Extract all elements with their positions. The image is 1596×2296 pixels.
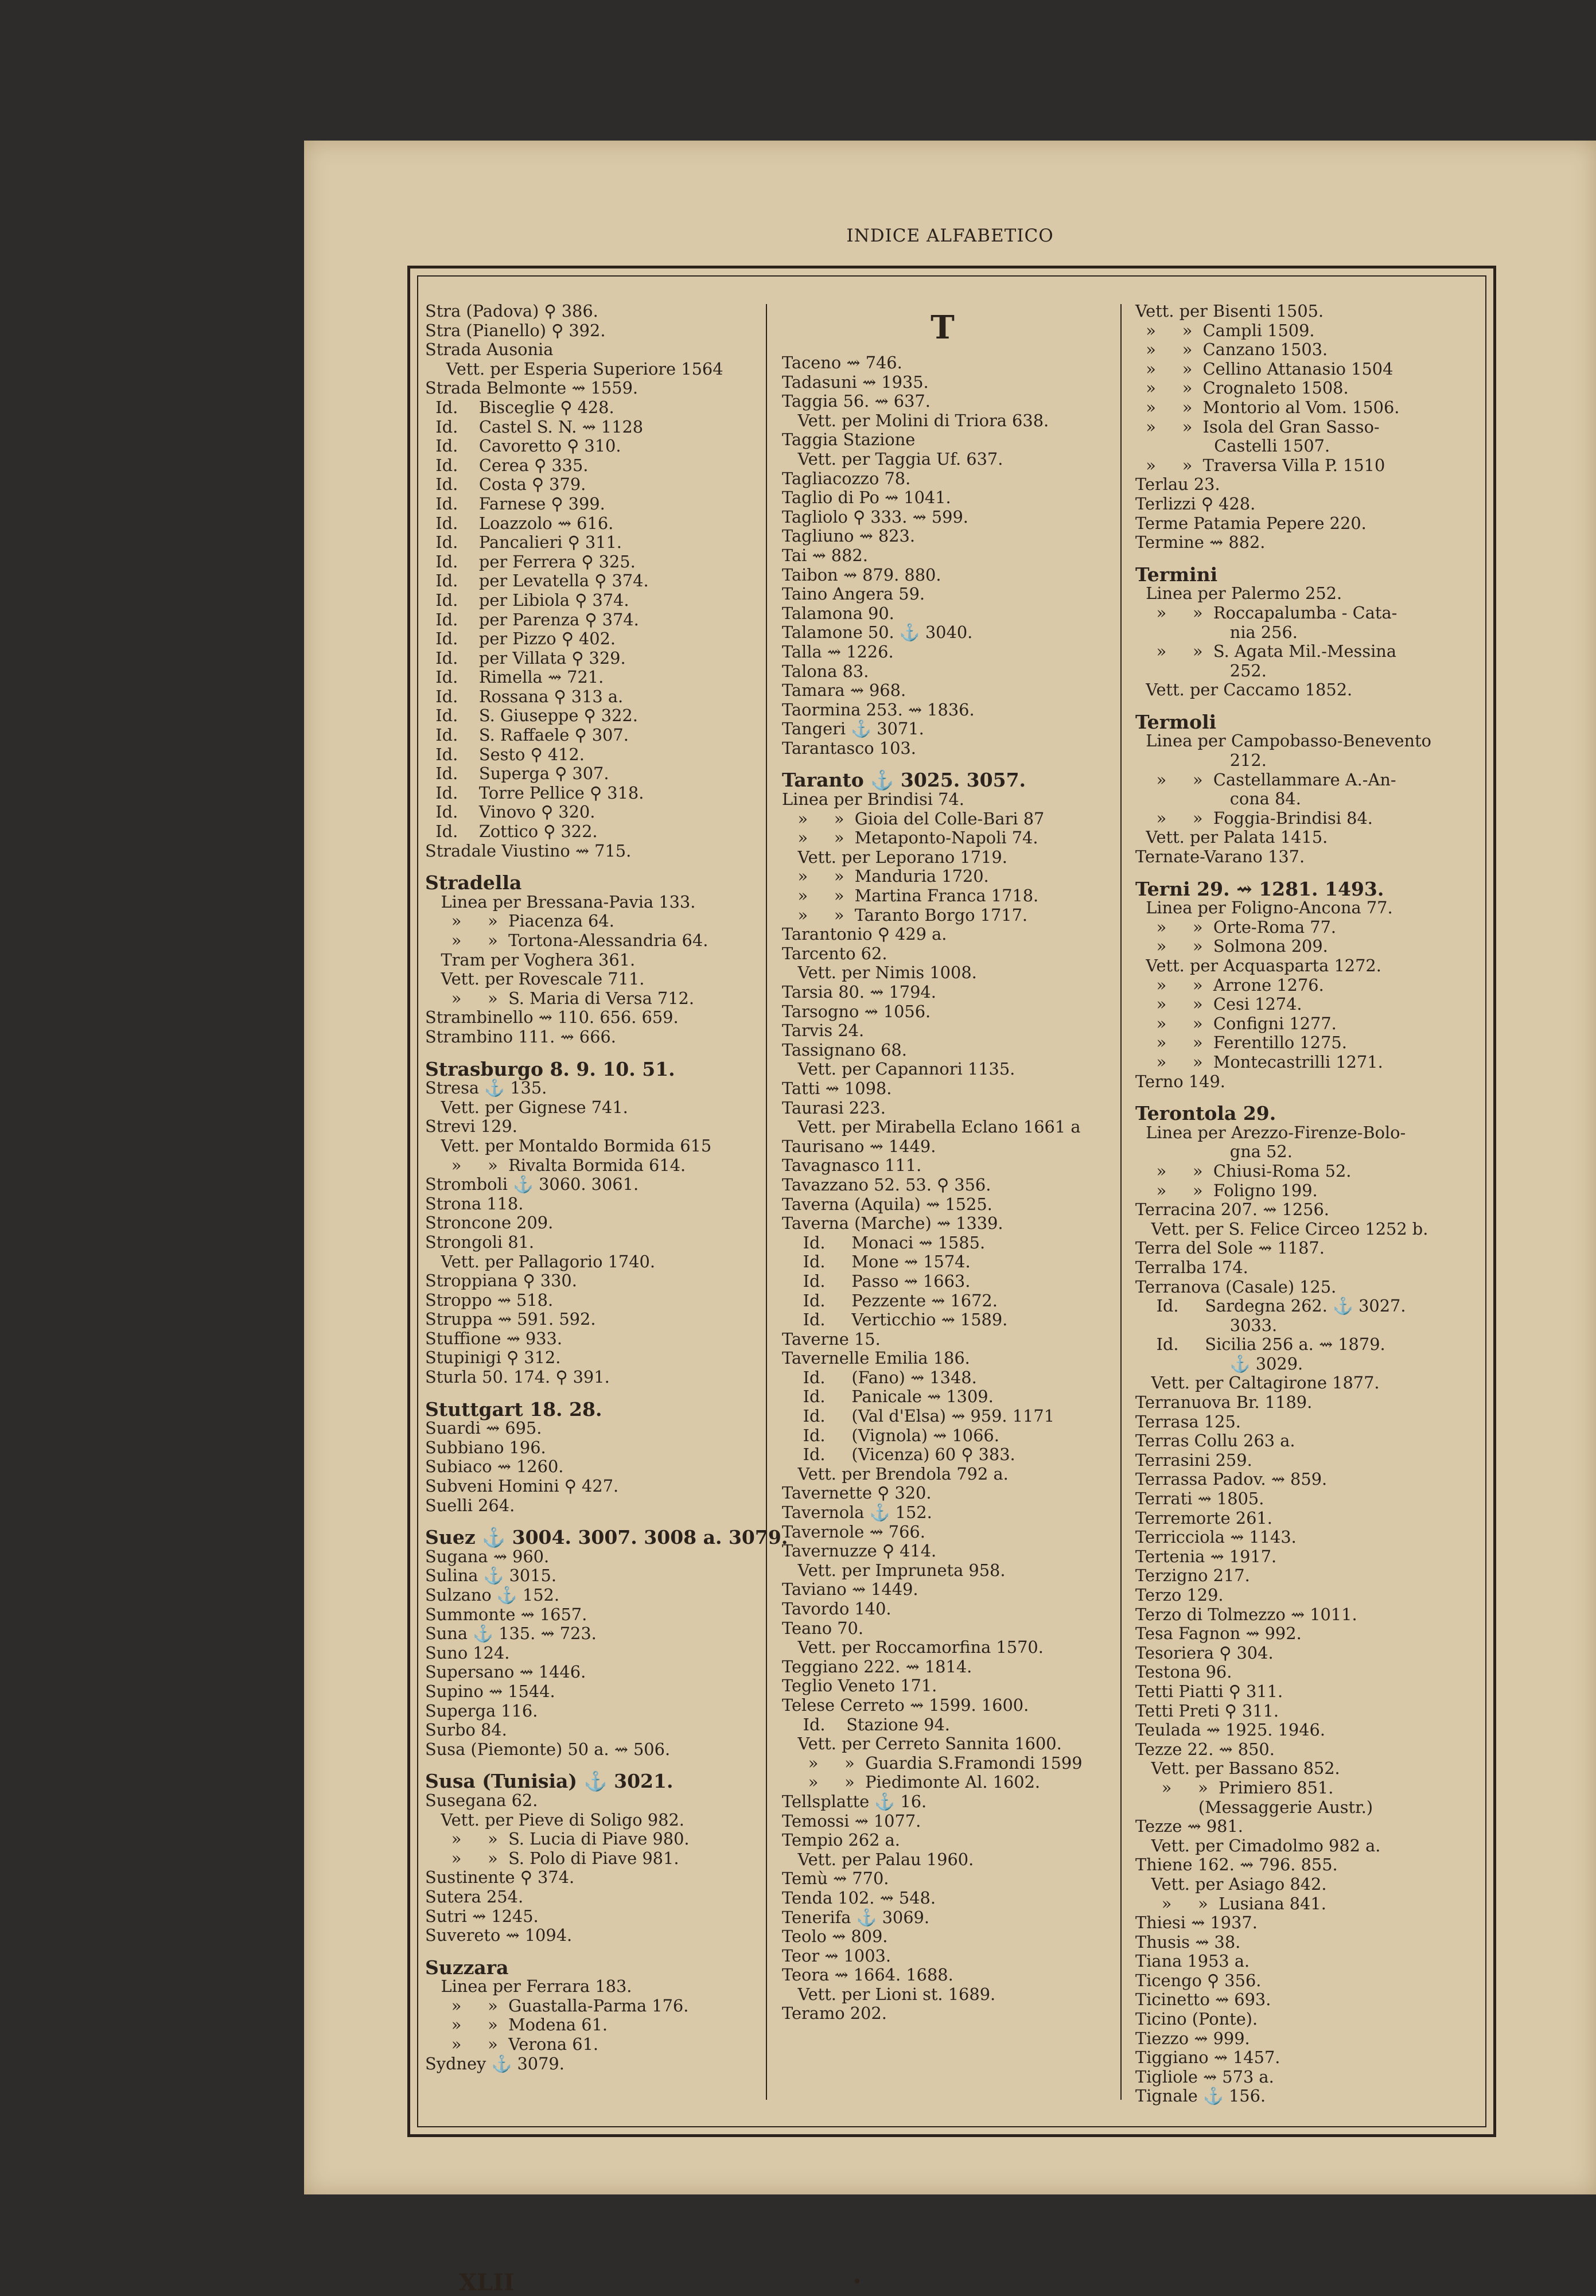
index-entry: Tangeri ⚓ 3071. bbox=[782, 719, 924, 739]
index-entry: Testona 96. bbox=[1135, 1662, 1232, 1682]
index-entry: Vett. per Impruneta 958. bbox=[782, 1560, 1006, 1580]
index-entry: Supersano ⇝ 1446. bbox=[425, 1662, 586, 1682]
index-entry: Tarsogno ⇝ 1056. bbox=[782, 1001, 931, 1021]
index-entry: Stra (Padova) ⚲ 386. bbox=[425, 301, 598, 321]
index-entry: Tagliolo ⚲ 333. ⇝ 599. bbox=[782, 507, 968, 527]
index-entry: Id. Costa ⚲ 379. bbox=[425, 474, 586, 495]
index-entry: Tertenia ⇝ 1917. bbox=[1135, 1546, 1277, 1566]
index-entry: nia 256. bbox=[1135, 622, 1298, 642]
index-entry: Tagliuno ⇝ 823. bbox=[782, 526, 915, 546]
index-entry: Termine ⇝ 882. bbox=[1135, 532, 1266, 552]
index-entry: Id. Loazzolo ⇝ 616. bbox=[425, 513, 614, 533]
index-entry: Taurisano ⇝ 1449. bbox=[782, 1136, 936, 1156]
index-entry: Sulzano ⚓ 152. bbox=[425, 1585, 559, 1605]
index-entry: Ticinetto ⇝ 693. bbox=[1135, 1990, 1271, 2010]
index-entry: 212. bbox=[1135, 750, 1267, 770]
index-entry: » » Piedimonte Al. 1602. bbox=[782, 1772, 1041, 1792]
index-entry: gna 52. bbox=[1135, 1142, 1293, 1162]
index-entry: Talamona 90. bbox=[782, 603, 894, 623]
index-entry: Terzigno 217. bbox=[1135, 1566, 1250, 1586]
index-entry: Terracina 207. ⇝ 1256. bbox=[1135, 1200, 1329, 1220]
index-entry: Superga 116. bbox=[425, 1700, 538, 1721]
index-entry: Castelli 1507. bbox=[1135, 436, 1330, 456]
index-entry: Terrassa Padov. ⇝ 859. bbox=[1135, 1469, 1328, 1489]
index-entry: Tavernole ⇝ 766. bbox=[782, 1521, 925, 1542]
index-entry: Ticengo ⚲ 356. bbox=[1135, 1970, 1262, 1990]
index-entry: Vett. per Esperia Superiore 1564 bbox=[425, 359, 723, 379]
index-entry: Taglio di Po ⇝ 1041. bbox=[782, 488, 951, 508]
index-entry: » » Castellammare A.-An- bbox=[1135, 769, 1396, 789]
index-entry: Vett. per Taggia Uf. 637. bbox=[782, 449, 1003, 469]
index-entry: Summonte ⇝ 1657. bbox=[425, 1604, 587, 1624]
index-entry: Tavagnasco 111. bbox=[782, 1155, 922, 1176]
index-entry: Tezze ⇝ 981. bbox=[1135, 1816, 1243, 1836]
index-entry: Tatti ⇝ 1098. bbox=[782, 1078, 892, 1098]
index-entry: Temossi ⇝ 1077. bbox=[782, 1811, 921, 1831]
index-entry: 3033. bbox=[1135, 1315, 1278, 1335]
index-entry: Strambino 111. ⇝ 666. bbox=[425, 1026, 616, 1046]
index-entry: Vett. per Palata 1415. bbox=[1135, 827, 1328, 847]
index-entry: Supino ⇝ 1544. bbox=[425, 1681, 555, 1701]
index-entry: Stra (Pianello) ⚲ 392. bbox=[425, 320, 606, 340]
index-heading: Suzzara bbox=[425, 1956, 509, 1979]
index-entry: » » Modena 61. bbox=[425, 2015, 608, 2035]
index-entry: Terremorte 261. bbox=[1135, 1508, 1272, 1528]
index-entry: Vett. per Nimis 1008. bbox=[782, 963, 977, 983]
index-entry: Subveni Homini ⚲ 427. bbox=[425, 1476, 619, 1496]
index-entry: Tarvis 24. bbox=[782, 1021, 865, 1041]
index-entry: Taceno ⇝ 746. bbox=[782, 353, 902, 372]
index-entry: Id. Cerea ⚲ 335. bbox=[425, 455, 589, 475]
index-entry: Tavazzano 52. 53. ⚲ 356. bbox=[782, 1174, 991, 1194]
index-entry: Id. Passo ⇝ 1663. bbox=[782, 1271, 971, 1291]
index-entry: Id. per Parenza ⚲ 374. bbox=[425, 609, 639, 629]
index-entry: Thusis ⇝ 38. bbox=[1135, 1932, 1241, 1952]
index-entry: » » Isola del Gran Sasso- bbox=[1135, 417, 1380, 437]
index-entry: » » Arrone 1276. bbox=[1135, 975, 1324, 995]
index-entry: » » Configni 1277. bbox=[1135, 1013, 1337, 1033]
index-heading: Taranto ⚓ 3025. 3057. bbox=[782, 769, 1026, 792]
index-entry: Terzo 129. bbox=[1135, 1585, 1224, 1605]
index-entry: Tarantonio ⚲ 429 a. bbox=[782, 924, 947, 944]
index-entry: Strevi 129. bbox=[425, 1116, 517, 1137]
index-entry: Thiesi ⇝ 1937. bbox=[1135, 1913, 1258, 1933]
index-entry: Linea per Bressana-Pavia 133. bbox=[425, 892, 696, 912]
index-entry: Stromboli ⚓ 3060. 3061. bbox=[425, 1174, 639, 1194]
index-entry: Vett. per Asiago 842. bbox=[1135, 1874, 1327, 1894]
index-entry: » » S. Polo di Piave 981. bbox=[425, 1848, 679, 1868]
index-heading: Stuttgart 18. 28. bbox=[425, 1398, 602, 1421]
index-entry: Suno 124. bbox=[425, 1643, 510, 1663]
index-entry: Terrasa 125. bbox=[1135, 1411, 1241, 1431]
index-entry: » » Solmona 209. bbox=[1135, 936, 1328, 956]
index-entry: Teulada ⇝ 1925. 1946. bbox=[1135, 1720, 1326, 1740]
index-entry: Taggia Stazione bbox=[782, 430, 916, 450]
index-entry: Talla ⇝ 1226. bbox=[782, 641, 894, 661]
book-page bbox=[304, 141, 1596, 2296]
page-title: INDICE ALFABETICO bbox=[846, 225, 1054, 246]
index-entry: Terralba 174. bbox=[1135, 1257, 1248, 1277]
index-entry: Sydney ⚓ 3079. bbox=[425, 2053, 565, 2073]
index-entry: Tigliole ⇝ 573 a. bbox=[1135, 2067, 1274, 2087]
index-entry: Thiene 162. ⇝ 796. 855. bbox=[1135, 1855, 1338, 1875]
index-entry: Vett. per Caltagirone 1877. bbox=[1135, 1373, 1380, 1393]
index-entry: Vett. per Pieve di Soligo 982. bbox=[425, 1809, 684, 1830]
index-entry: Suna ⚓ 135. ⇝ 723. bbox=[425, 1624, 597, 1644]
index-entry: Vett. per Rovescale 711. bbox=[425, 969, 645, 989]
index-entry: Id. Cavoretto ⚲ 310. bbox=[425, 436, 621, 456]
index-entry: Taormina 253. ⇝ 1836. bbox=[782, 699, 975, 719]
index-entry: Vett. per Cimadolmo 982 a. bbox=[1135, 1835, 1381, 1855]
index-entry: Stupinigi ⚲ 312. bbox=[425, 1348, 561, 1368]
index-entry: Tadasuni ⇝ 1935. bbox=[782, 372, 929, 392]
index-entry: ⚓ 3029. bbox=[1135, 1353, 1303, 1373]
index-entry: » » Metaponto-Napoli 74. bbox=[782, 828, 1038, 848]
index-entry: Terno 149. bbox=[1135, 1071, 1225, 1091]
index-entry: Stradale Viustino ⇝ 715. bbox=[425, 840, 632, 861]
index-entry: Id. Mone ⇝ 1574. bbox=[782, 1252, 971, 1272]
index-entry: Tagliacozzo 78. bbox=[782, 468, 911, 488]
index-entry: » » Campli 1509. bbox=[1135, 320, 1315, 340]
index-entry: Linea per Brindisi 74. bbox=[782, 789, 964, 810]
index-heading: Susa (Tunisia) ⚓ 3021. bbox=[425, 1770, 674, 1793]
index-entry: » » Orte-Roma 77. bbox=[1135, 917, 1337, 937]
index-entry: Strongoli 81. bbox=[425, 1232, 535, 1252]
index-entry: Vett. per Brendola 792 a. bbox=[782, 1464, 1009, 1484]
index-entry: Sulina ⚓ 3015. bbox=[425, 1566, 557, 1586]
index-entry: Linea per Palermo 252. bbox=[1135, 583, 1342, 604]
index-entry: Id. (Vicenza) 60 ⚲ 383. bbox=[782, 1445, 1015, 1465]
index-entry: » » Piacenza 64. bbox=[425, 911, 614, 931]
index-entry: (Messaggerie Austr.) bbox=[1135, 1797, 1373, 1817]
index-entry: » » Roccapalumba - Cata- bbox=[1135, 602, 1398, 622]
index-entry: Id. S. Raffaele ⚲ 307. bbox=[425, 725, 629, 745]
index-entry: » » Crognaleto 1508. bbox=[1135, 378, 1349, 398]
index-entry: Id. Bisceglie ⚲ 428. bbox=[425, 397, 614, 417]
index-entry: Vett. per Mirabella Eclano 1661 a bbox=[782, 1117, 1081, 1137]
index-entry: Terras Collu 263 a. bbox=[1135, 1431, 1295, 1451]
index-entry: Tiggiano ⇝ 1457. bbox=[1135, 2048, 1280, 2068]
index-entry: » » Cesi 1274. bbox=[1135, 994, 1302, 1014]
index-entry: » » S. Maria di Versa 712. bbox=[425, 988, 695, 1008]
index-entry: Tarantasco 103. bbox=[782, 738, 916, 758]
index-entry: Terranova (Casale) 125. bbox=[1135, 1277, 1337, 1297]
index-entry: Tamara ⇝ 968. bbox=[782, 680, 906, 701]
index-entry: Tarcento 62. bbox=[782, 943, 887, 963]
index-entry: Terrasini 259. bbox=[1135, 1450, 1252, 1470]
index-entry: Sutera 254. bbox=[425, 1886, 524, 1906]
index-entry: Tavernuzze ⚲ 414. bbox=[782, 1541, 937, 1561]
index-entry: Tavernette ⚲ 320. bbox=[782, 1483, 932, 1503]
index-entry: Ticino (Ponte). bbox=[1135, 2009, 1258, 2029]
index-entry: Talona 83. bbox=[782, 661, 869, 681]
index-entry: Vett. per Bisenti 1505. bbox=[1135, 301, 1324, 321]
index-entry: Teramo 202. bbox=[782, 2003, 887, 2023]
index-entry: » » Verona 61. bbox=[425, 2034, 599, 2054]
index-entry: Tavernola ⚓ 152. bbox=[782, 1503, 932, 1523]
index-entry: Id. Superga ⚲ 307. bbox=[425, 764, 609, 784]
index-entry: Vett. per Caccamo 1852. bbox=[1135, 680, 1353, 700]
index-entry: Tenda 102. ⇝ 548. bbox=[782, 1888, 936, 1908]
index-entry: Subiaco ⇝ 1260. bbox=[425, 1457, 564, 1477]
index-entry: Id. Torre Pellice ⚲ 318. bbox=[425, 783, 644, 803]
index-entry: Linea per Campobasso-Benevento bbox=[1135, 731, 1432, 751]
index-entry: Id. per Ferrera ⚲ 325. bbox=[425, 551, 636, 571]
index-entry: Terricciola ⇝ 1143. bbox=[1135, 1527, 1297, 1547]
index-entry: » » Foggia-Brindisi 84. bbox=[1135, 808, 1373, 828]
index-entry: » » Ferentillo 1275. bbox=[1135, 1033, 1347, 1053]
index-entry: Strada Belmonte ⇝ 1559. bbox=[425, 378, 639, 398]
index-entry: Tassignano 68. bbox=[782, 1040, 907, 1060]
index-heading: Strasburgo 8. 9. 10. 51. bbox=[425, 1057, 675, 1080]
index-entry: Teano 70. bbox=[782, 1618, 864, 1638]
index-entry: Id. Sesto ⚲ 412. bbox=[425, 744, 585, 764]
index-entry: Vett. per Leporano 1719. bbox=[782, 847, 1007, 867]
index-entry: Taverna (Marche) ⇝ 1339. bbox=[782, 1213, 1003, 1233]
index-entry: Stuffione ⇝ 933. bbox=[425, 1328, 562, 1348]
index-entry: » » S. Lucia di Piave 980. bbox=[425, 1829, 690, 1849]
index-entry: Tesoriera ⚲ 304. bbox=[1135, 1643, 1274, 1663]
index-entry: » » Martina Franca 1718. bbox=[782, 886, 1039, 906]
index-entry: Linea per Arezzo-Firenze-Bolo- bbox=[1135, 1122, 1406, 1142]
index-entry: Vett. per Cerreto Sannita 1600. bbox=[782, 1734, 1062, 1754]
index-entry: » » Montecastrilli 1271. bbox=[1135, 1052, 1383, 1072]
index-entry: Id. per Levatella ⚲ 374. bbox=[425, 571, 649, 591]
index-entry: Tai ⇝ 882. bbox=[782, 545, 868, 565]
index-entry: » » Tortona-Alessandria 64. bbox=[425, 931, 709, 950]
index-entry: Id. Verticchio ⇝ 1589. bbox=[782, 1310, 1008, 1330]
index-entry: Id. Pezzente ⇝ 1672. bbox=[782, 1290, 998, 1310]
index-column-1 bbox=[425, 301, 788, 2111]
index-entry: Ternate-Varano 137. bbox=[1135, 847, 1305, 867]
index-heading: Suez ⚓ 3004. 3007. 3008 a. 3079. bbox=[425, 1526, 788, 1549]
index-heading: Termoli bbox=[1135, 710, 1217, 733]
letter-heading: T bbox=[931, 309, 955, 347]
index-entry: Vett. per Lioni st. 1689. bbox=[782, 1984, 996, 2004]
index-entry: Id. per Villata ⚲ 329. bbox=[425, 648, 626, 668]
index-entry: Id. per Pizzo ⚲ 402. bbox=[425, 629, 616, 649]
index-entry: Teor ⇝ 1003. bbox=[782, 1945, 891, 1966]
index-entry: Terrati ⇝ 1805. bbox=[1135, 1489, 1264, 1509]
index-entry: Tavernelle Emilia 186. bbox=[782, 1348, 970, 1368]
index-entry: » » Guardia S.Framondi 1599 bbox=[782, 1753, 1083, 1773]
index-entry: Taverna (Aquila) ⇝ 1525. bbox=[782, 1194, 992, 1214]
index-entry: Linea per Foligno-Ancona 77. bbox=[1135, 898, 1393, 918]
index-entry: » » Primiero 851. bbox=[1135, 1777, 1334, 1797]
index-entry: Tellsplatte ⚓ 16. bbox=[782, 1791, 927, 1811]
index-heading: Terontola 29. bbox=[1135, 1102, 1276, 1125]
index-entry: Suardi ⇝ 695. bbox=[425, 1418, 542, 1438]
index-entry: Tiana 1953 a. bbox=[1135, 1951, 1250, 1971]
index-entry: Tiezzo ⇝ 999. bbox=[1135, 2028, 1250, 2048]
index-entry: Id. (Fano) ⇝ 1348. bbox=[782, 1367, 977, 1387]
index-entry: » » Cellino Attanasio 1504 bbox=[1135, 359, 1393, 379]
index-entry: Tram per Voghera 361. bbox=[425, 949, 636, 970]
index-entry: Id. (Val d'Elsa) ⇝ 959. 1171 bbox=[782, 1406, 1055, 1426]
index-entry: Suelli 264. bbox=[425, 1495, 515, 1515]
index-entry: Teolo ⇝ 809. bbox=[782, 1927, 888, 1947]
index-entry: Linea per Ferrara 183. bbox=[425, 1976, 632, 1997]
column-divider bbox=[766, 304, 767, 2100]
index-entry: Id. Castel S. N. ⇝ 1128 bbox=[425, 417, 644, 437]
index-entry: Stroppiana ⚲ 330. bbox=[425, 1271, 577, 1291]
index-entry: Id. Zottico ⚲ 322. bbox=[425, 822, 598, 842]
index-entry: Strambinello ⇝ 110. 656. 659. bbox=[425, 1007, 679, 1028]
index-entry: Terme Patamia Pepere 220. bbox=[1135, 513, 1367, 533]
footer-mark: • bbox=[852, 2272, 862, 2292]
index-entry: Stroncone 209. bbox=[425, 1213, 554, 1233]
index-entry: Strada Ausonia bbox=[425, 340, 554, 360]
index-entry: Vett. per Montaldo Bormida 615 bbox=[425, 1135, 712, 1155]
index-entry: Taverne 15. bbox=[782, 1329, 881, 1349]
index-entry: Id. Farnese ⚲ 399. bbox=[425, 493, 605, 513]
index-entry: Teora ⇝ 1664. 1688. bbox=[782, 1965, 953, 1985]
index-entry: Terranuova Br. 1189. bbox=[1135, 1392, 1313, 1412]
index-entry: Strona 118. bbox=[425, 1193, 524, 1213]
index-entry: Terra del Sole ⇝ 1187. bbox=[1135, 1238, 1325, 1258]
index-entry: Vett. per Roccamorfina 1570. bbox=[782, 1637, 1044, 1657]
index-entry: Terlizzi ⚲ 428. bbox=[1135, 493, 1256, 513]
index-entry: Tezze 22. ⇝ 850. bbox=[1135, 1739, 1275, 1759]
index-entry: Stresa ⚓ 135. bbox=[425, 1078, 547, 1098]
index-entry: Id. Monaci ⇝ 1585. bbox=[782, 1232, 986, 1252]
index-entry: Id. Rossana ⚲ 313 a. bbox=[425, 686, 624, 706]
index-entry: » » Gioia del Colle-Bari 87 bbox=[782, 808, 1045, 828]
index-entry: » » Chiusi-Roma 52. bbox=[1135, 1161, 1352, 1181]
index-entry: Taibon ⇝ 879. 880. bbox=[782, 565, 941, 585]
index-column-2 bbox=[782, 302, 1103, 2111]
index-entry: Tetti Piatti ⚲ 311. bbox=[1135, 1681, 1283, 1701]
index-column-3 bbox=[1135, 302, 1457, 2111]
index-entry: Suvereto ⇝ 1094. bbox=[425, 1925, 573, 1945]
index-entry: Tavordo 140. bbox=[782, 1599, 892, 1618]
index-entry: Tignale ⚓ 156. bbox=[1135, 2086, 1266, 2106]
index-entry: Telese Cerreto ⇝ 1599. 1600. bbox=[782, 1695, 1029, 1715]
index-entry: Vett. per Palau 1960. bbox=[782, 1849, 974, 1869]
index-entry: Id. Panicale ⇝ 1309. bbox=[782, 1387, 994, 1407]
index-entry: Taino Angera 59. bbox=[782, 584, 925, 604]
index-entry: Vett. per Capannori 1135. bbox=[782, 1059, 1015, 1079]
index-heading: Stradella bbox=[425, 871, 522, 894]
index-entry: Id. Rimella ⇝ 721. bbox=[425, 667, 604, 687]
index-entry: Id. S. Giuseppe ⚲ 322. bbox=[425, 706, 638, 726]
index-heading: Terni 29. ⇝ 1281. 1493. bbox=[1135, 877, 1384, 900]
index-entry: » » Manduria 1720. bbox=[782, 866, 989, 886]
index-entry: Id. Sicilia 256 a. ⇝ 1879. bbox=[1135, 1334, 1385, 1355]
index-entry: Subbiano 196. bbox=[425, 1437, 546, 1457]
index-entry: » » Rivalta Bormida 614. bbox=[425, 1155, 686, 1175]
index-entry: Id. Pancalieri ⚲ 311. bbox=[425, 532, 622, 552]
index-entry: Sustinente ⚲ 374. bbox=[425, 1867, 575, 1888]
index-entry: Struppa ⇝ 591. 592. bbox=[425, 1309, 596, 1329]
index-entry: Susa (Piemonte) 50 a. ⇝ 506. bbox=[425, 1739, 671, 1759]
index-entry: Susegana 62. bbox=[425, 1790, 538, 1810]
index-entry: » » Foligno 199. bbox=[1135, 1180, 1318, 1200]
column-divider bbox=[1120, 304, 1122, 2100]
page-number: XLII bbox=[459, 2269, 515, 2296]
index-entry: Terzo di Tolmezzo ⇝ 1011. bbox=[1135, 1604, 1357, 1624]
index-entry: Vett. per Gignese 741. bbox=[425, 1097, 628, 1117]
index-entry: Vett. per Acquasparta 1272. bbox=[1135, 956, 1381, 975]
index-entry: Teggiano 222. ⇝ 1814. bbox=[782, 1656, 972, 1676]
index-entry: Stroppo ⇝ 518. bbox=[425, 1290, 554, 1310]
index-entry: Tarsia 80. ⇝ 1794. bbox=[782, 982, 936, 1002]
index-entry: » » S. Agata Mil.-Messina bbox=[1135, 641, 1397, 661]
index-entry: Tempio 262 a. bbox=[782, 1830, 900, 1850]
index-entry: Tesa Fagnon ⇝ 992. bbox=[1135, 1624, 1302, 1644]
index-entry: » » Canzano 1503. bbox=[1135, 340, 1328, 360]
index-entry: cona 84. bbox=[1135, 789, 1301, 809]
index-heading: Termini bbox=[1135, 563, 1218, 586]
index-entry: Terlau 23. bbox=[1135, 474, 1220, 495]
index-entry: » » Guastalla-Parma 176. bbox=[425, 1995, 689, 2015]
index-entry: Taggia 56. ⇝ 637. bbox=[782, 391, 931, 411]
index-entry: Id. (Vignola) ⇝ 1066. bbox=[782, 1425, 999, 1445]
index-entry: Sturla 50. 174. ⚲ 391. bbox=[425, 1367, 610, 1387]
index-entry: Id. Stazione 94. bbox=[782, 1714, 950, 1734]
index-entry: Tetti Preti ⚲ 311. bbox=[1135, 1700, 1279, 1721]
index-entry: » » Montorio al Vom. 1506. bbox=[1135, 397, 1400, 417]
index-entry: Vett. per Pallagorio 1740. bbox=[425, 1251, 656, 1271]
index-entry: Vett. per S. Felice Circeo 1252 b. bbox=[1135, 1219, 1428, 1239]
index-entry: Surbo 84. bbox=[425, 1720, 507, 1740]
index-entry: Temù ⇝ 770. bbox=[782, 1869, 889, 1889]
index-entry: Sutri ⇝ 1245. bbox=[425, 1906, 539, 1926]
index-entry: Sugana ⇝ 960. bbox=[425, 1546, 550, 1566]
index-entry: Id. Sardegna 262. ⚓ 3027. bbox=[1135, 1296, 1406, 1316]
index-entry: Taurasi 223. bbox=[782, 1098, 886, 1118]
index-entry: » » Lusiana 841. bbox=[1135, 1893, 1326, 1913]
index-entry: Talamone 50. ⚓ 3040. bbox=[782, 622, 973, 643]
index-entry: Taviano ⇝ 1449. bbox=[782, 1579, 918, 1600]
index-entry: » » Traversa Villa P. 1510 bbox=[1135, 455, 1385, 475]
index-frame bbox=[407, 266, 1496, 2137]
index-entry: 252. bbox=[1135, 660, 1267, 680]
index-entry: Teglio Veneto 171. bbox=[782, 1676, 937, 1696]
index-entry: Tenerifa ⚓ 3069. bbox=[782, 1907, 930, 1927]
index-entry: Vett. per Molini di Triora 638. bbox=[782, 410, 1049, 430]
index-entry: Id. per Libiola ⚲ 374. bbox=[425, 590, 629, 610]
index-entry: Id. Vinovo ⚲ 320. bbox=[425, 802, 595, 822]
index-entry: » » Taranto Borgo 1717. bbox=[782, 905, 1028, 925]
index-entry: Vett. per Bassano 852. bbox=[1135, 1758, 1340, 1779]
